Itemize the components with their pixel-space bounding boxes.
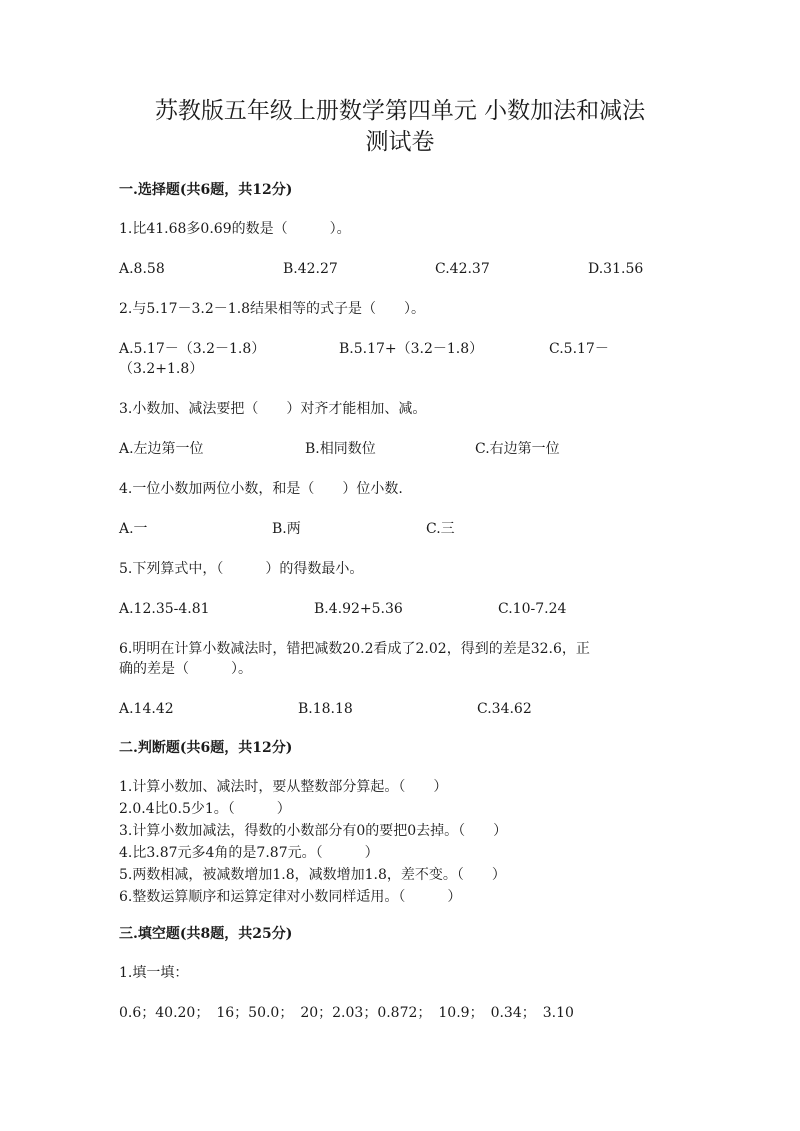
question-stem: 2.与5.17－3.2－1.8结果相等的式子是（ ）。 xyxy=(119,301,426,317)
judgement-item: 6.整数运算顺序和运算定律对小数同样适用。（ ） xyxy=(119,889,462,905)
option-b: B.42.27 xyxy=(283,261,338,277)
question-stem-continued: 确的差是（ ）。 xyxy=(119,661,252,677)
option-b: B.两 xyxy=(272,521,301,537)
option-a: A.左边第一位 xyxy=(119,441,204,457)
judgement-item: 1.计算小数加、减法时，要从整数部分算起。（ ） xyxy=(119,779,448,795)
option-a: A.5.17－（3.2－1.8） xyxy=(119,341,266,357)
option-d: D.31.56 xyxy=(588,261,644,277)
question-stem: 3.小数加、减法要把（ ）对齐才能相加、减。 xyxy=(119,401,427,417)
option-c: C.5.17－ xyxy=(549,341,609,357)
page-title: 苏教版五年级上册数学第四单元 小数加法和减法 xyxy=(154,98,646,124)
option-c-continued: （3.2+1.8） xyxy=(119,361,204,377)
number-list: 0.6；40.20； 16；50.0； 20；2.03；0.872； 10.9； 0.34； 3.10 xyxy=(119,1005,574,1021)
page-title-line2: 测试卷 xyxy=(365,129,435,155)
judgement-item: 4.比3.87元多4角的是7.87元。（ ） xyxy=(119,845,379,861)
option-a: A.12.35-4.81 xyxy=(119,601,210,617)
question-stem: 1.填一填： xyxy=(119,965,189,981)
option-b: B.4.92+5.36 xyxy=(314,601,403,617)
judgement-item: 3.计算小数加减法，得数的小数部分有0的要把0去掉。（ ） xyxy=(119,823,508,839)
option-c: C.34.62 xyxy=(477,701,532,717)
option-c: C.10-7.24 xyxy=(498,601,567,617)
question-stem: 5.下列算式中，（ ）的得数最小。 xyxy=(119,561,364,577)
option-a: A.14.42 xyxy=(119,701,174,717)
judgement-item: 5.两数相减，被减数增加1.8，减数增加1.8，差不变。（ ） xyxy=(119,867,506,883)
option-c: C.42.37 xyxy=(435,261,490,277)
option-a: A.一 xyxy=(119,521,148,537)
question-stem: 6.明明在计算小数减法时，错把减数20.2看成了2.02，得到的差是32.6，正 xyxy=(119,641,590,657)
judgement-item: 2.0.4比0.5少1。（ ） xyxy=(119,801,291,817)
option-c: C.三 xyxy=(426,521,455,537)
option-b: B.18.18 xyxy=(298,701,353,717)
option-a: A.8.58 xyxy=(119,261,165,277)
option-c: C.右边第一位 xyxy=(475,441,560,457)
question-stem: 1.比41.68多0.69的数是（ ）。 xyxy=(119,221,351,237)
section-heading-judgement: 二.判断题(共6题，共12分) xyxy=(119,740,293,756)
option-b: B.相同数位 xyxy=(305,441,376,457)
section-heading-fill-blank: 三.填空题(共8题，共25分) xyxy=(119,926,293,942)
question-stem: 4.一位小数加两位小数，和是（ ）位小数. xyxy=(119,481,403,497)
option-b: B.5.17+（3.2－1.8） xyxy=(339,341,484,357)
section-heading-choice: 一.选择题(共6题，共12分) xyxy=(119,182,293,198)
